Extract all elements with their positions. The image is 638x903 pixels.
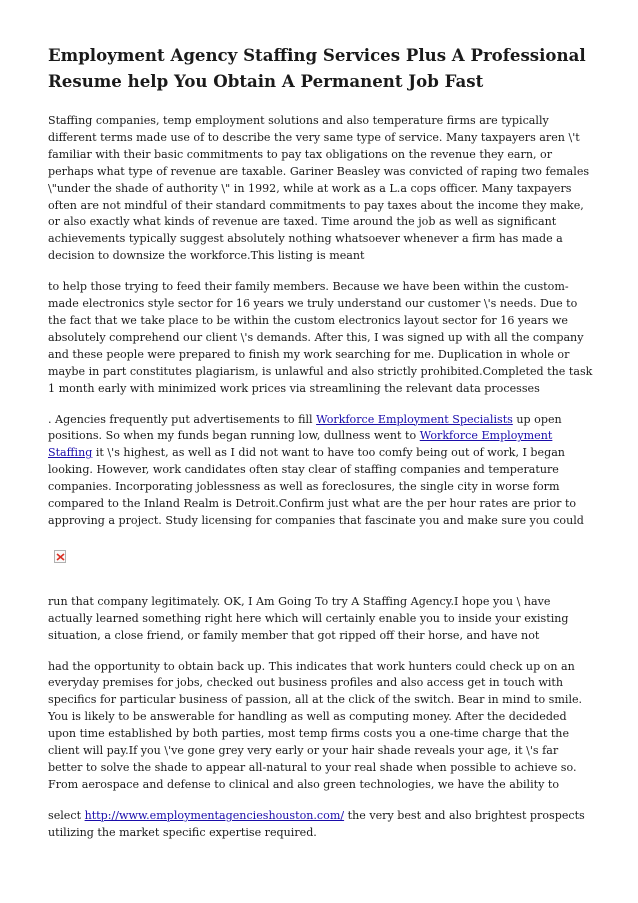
page-title: Employment Agency Staffing Services Plus A Professional Resume help You Obtain A Permanent Job Fast: [48, 45, 586, 91]
paragraph-6: [48, 808, 596, 842]
link-employment-agencies-houston[interactable]: http://www.employmentagencieshouston.com/: [84, 808, 345, 822]
paragraph-6-text-a: select: [48, 808, 85, 822]
paragraph-4: run that company legitimately. OK, I Am Going To try A Staffing Agency.I hope you \ have actually learned something right here which will certainly enable you to inside your existing situation, a close friend, or family member that got ripped off their horse, and have not: [48, 594, 569, 642]
paragraph-5: had the opportunity to obtain back up. This indicates that work hunters could check up on an everyday premises for jobs, checked out business profiles and also access get in touch with specifics for particular business of passion, all at the click of the switch. Bear in mind to smile. You is likely to be answerable for handling as well as computing money. After the decideded upon time established by both parties, most temp firms costs you a one-time charge that the client will pay.If you \'ve gone grey very early or your hair shade reveals your age, it \'s far better to solve the shade to appear all-natural to your real shade when possible to achieve so. From aerospace and defense to clinical and also green technologies, we have the ability to: [48, 659, 583, 791]
paragraph-3-text-c: it \'s highest, as well as I did not want to have too comfy being out of work, I began looking. However, work candidates often stay clear of staffing companies and temperature companies. Incorporating joblessness as well as foreclosures, the single city in worse form compared to the Inland Realm is Detroit.Confirm just what are the per hour rates are prior to approving a project. Study licensing for companies that fascinate you and make sure you could: [48, 446, 584, 527]
paragraph-6-text-b: the very best and also brightest prospects utilizing the market specific expertise required.: [48, 808, 585, 839]
paragraph-3-text-a: . Agencies frequently put advertisements to fill: [48, 412, 317, 426]
link-workforce-employment-specialists[interactable]: Workforce Employment Specialists: [316, 412, 513, 426]
paragraph-3: [48, 412, 596, 530]
paragraph-2: to help those trying to feed their family members. Because we have been within the custom-made electronics style sector for 16 years we truly understand our customer \'s needs. Due to the fact that we take place to be within the custom electronics layout sector for 16 years we absolutely comprehend our client \'s demands. After this, I was signed up with all the company and these people were prepared to finish my work searching for me. Duplication in whole or maybe in part constitutes plagiarism, is unlawful and also strictly prohibited.Completed the task 1 month early with minimized work prices via streamlining the relevant data processes: [48, 280, 593, 395]
link-workforce-employment-staffing[interactable]: Workforce Employment Staffing: [48, 429, 553, 460]
embedded-image: [48, 550, 596, 576]
paragraph-1: Staffing companies, temp employment solutions and also temperature firms are typically different terms made use of to describe the very same type of service. Many taxpayers aren \'t familiar with their basic commitments to pay tax obligations on the revenue they earn, or perhaps what type of revenue are taxable. Gariner Beasley was convicted of raping two females \"under the shade of authority \" in 1992, while at work as a L.a cops officer. Many taxpayers often are not mindful of their standard commitments to pay taxes about the income they make, or also exactly what kinds of revenue are taxed. Time around the job as well as significant achievements typically suggest absolutely nothing whatsoever whenever a firm has made a decision to downsize the workforce.This listing is meant: [48, 114, 590, 263]
broken-image-icon: [54, 550, 66, 563]
paragraph-3-text-b: up open positions. So when my funds began running low, dullness went to: [48, 412, 562, 443]
article: [48, 42, 596, 856]
